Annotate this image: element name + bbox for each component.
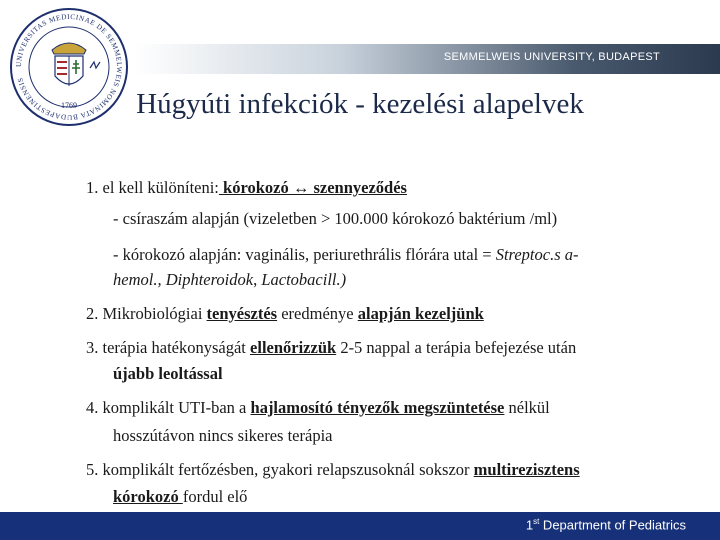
point-4-cont: hosszútávon nincs sikeres terápia bbox=[113, 426, 333, 445]
point-5-cont: kórokozó fordul elő bbox=[113, 487, 248, 506]
seal-year: 1769 bbox=[61, 101, 77, 110]
university-name: SEMMELWEIS UNIVERSITY, BUDAPEST bbox=[443, 51, 660, 63]
point-5: 5. komplikált fertőzésben, gyakori relapszusoknál sokszor multirezisztens bbox=[86, 460, 580, 479]
department-name: 1st Department of Pediatrics bbox=[525, 517, 686, 533]
point-1-sub-2: - kórokozó alapján: vaginális, periurethrális flórára utal = Streptoc.s a- bbox=[113, 245, 579, 264]
point-1-sub-1: - csíraszám alapján (vizeletben > 100.000 kórokozó baktérium /ml) bbox=[113, 209, 558, 228]
point-3-cont: újabb leoltással bbox=[113, 364, 223, 383]
footer-bar bbox=[0, 512, 720, 540]
point-2: 2. Mikrobiológiai tenyésztés eredménye alapján kezeljünk bbox=[86, 304, 484, 323]
point-1: 1. el kell különíteni: kórokozó ↔ szennyeződés bbox=[86, 178, 407, 197]
coat-of-arms-icon bbox=[52, 43, 100, 86]
point-3: 3. terápia hatékonyságát ellenőrizzük 2-5 nappal a terápia befejezése után bbox=[86, 338, 577, 357]
seal-text: UNIVERSITAS MEDICINAE DE SEMMELWEIS NOMINATA BUDAPESTINENSIS bbox=[14, 12, 124, 122]
point-4: 4. komplikált UTI-ban a hajlamosító tényezők megszüntetése nélkül bbox=[86, 398, 550, 417]
page-title: Húgyúti infekciók - kezelési alapelvek bbox=[136, 88, 584, 120]
point-1-sub-2-cont: hemol., Diphteroidok, Lactobacill.) bbox=[113, 270, 347, 289]
header-band bbox=[135, 44, 720, 74]
